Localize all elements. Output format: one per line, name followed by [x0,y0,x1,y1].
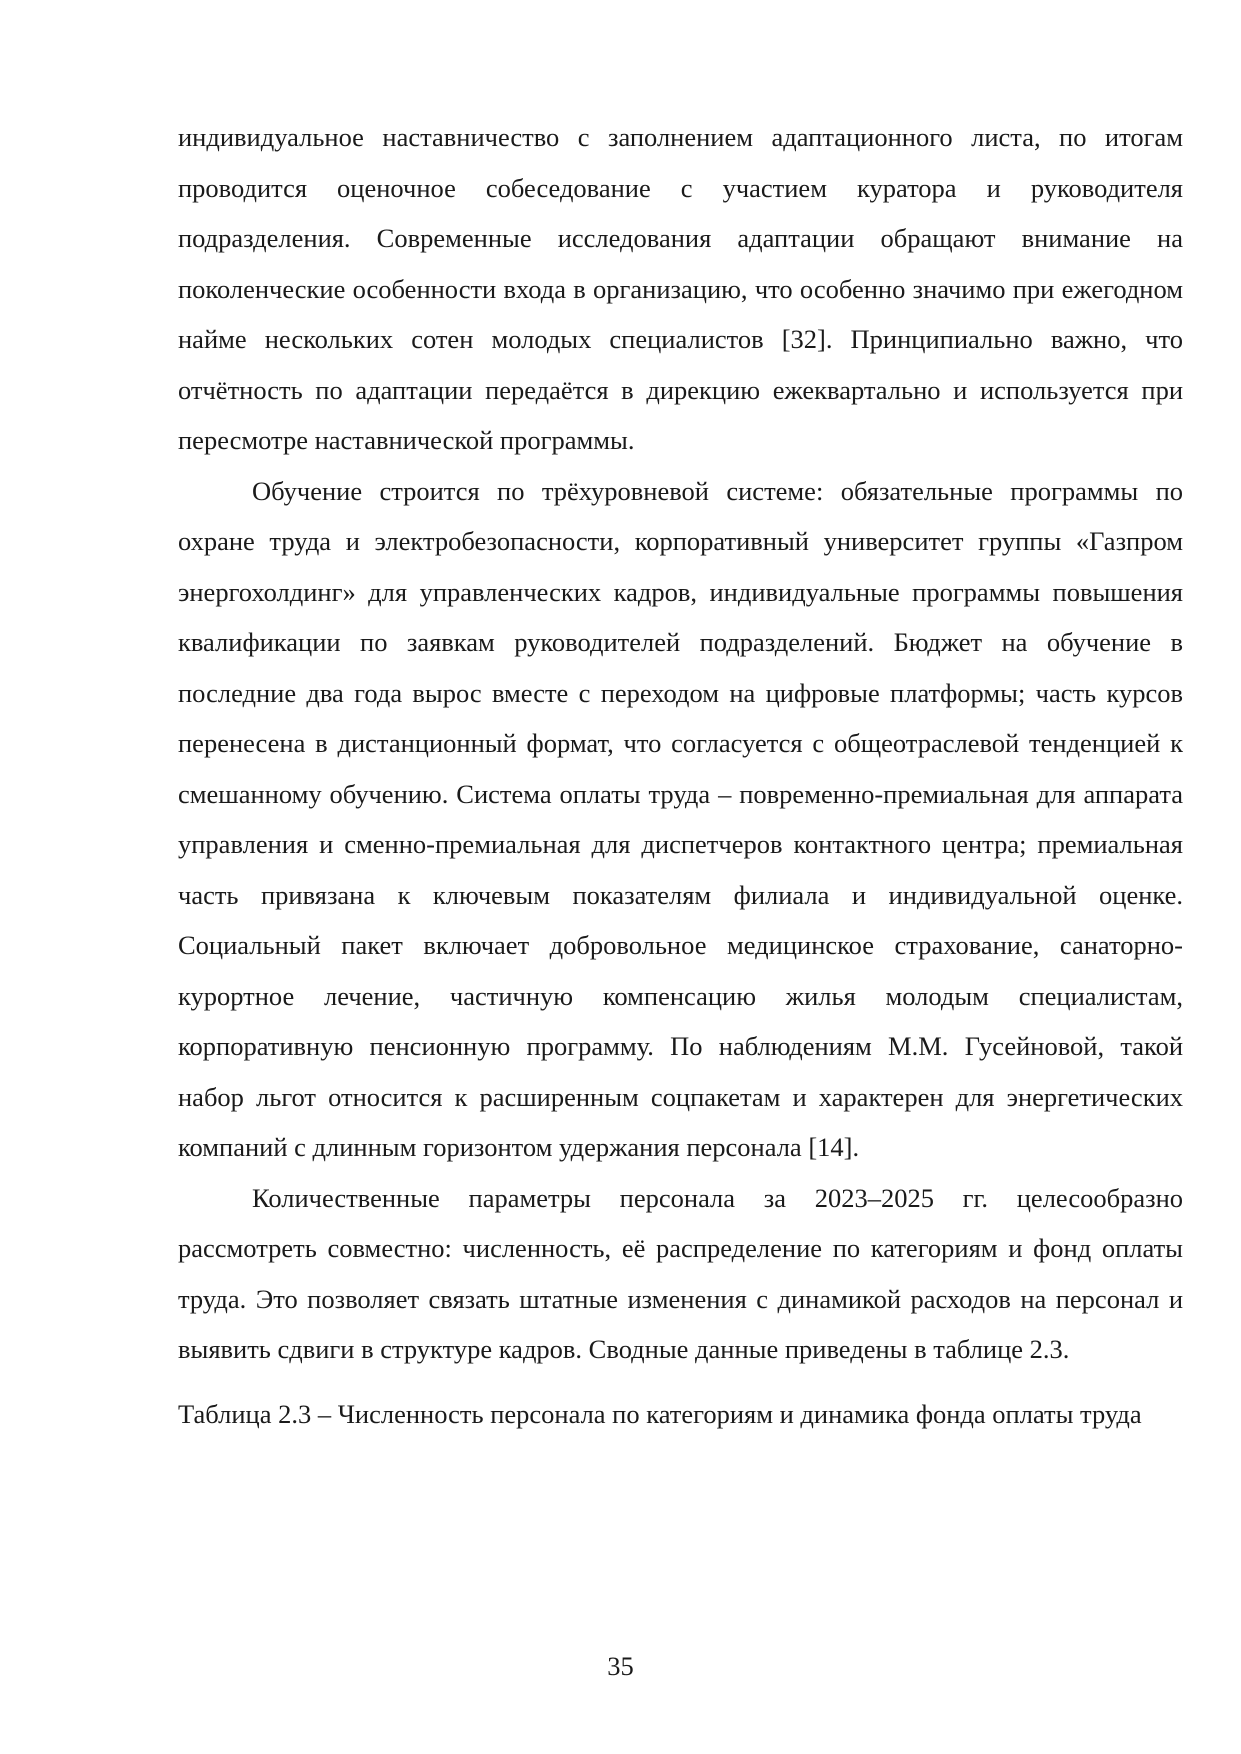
paragraph-training: Обучение строится по трёхуровневой системе: обязательные программы по охране труда и электробезопасности, корпоративный университет группы «Газпром энергохолдинг» для управленческих кадров, индивидуальные программы повышения квалификации по заявкам руководителей подразделений. Бюджет на обучение в последние два года вырос вместе с переходом на цифровые платформы; часть курсов перенесена в дистанционный формат, что согласуется с общеотраслевой тенденцией к смешанному обучению. Система оплаты труда – повременно-премиальная для аппарата управления и сменно-премиальная для диспетчеров контактного центра; премиальная часть привязана к ключевым показателям филиала и индивидуальной оценке. Социальный пакет включает добровольное медицинское страхование, санаторно-курортное лечение, частичную компенсацию жилья молодым специалистам, корпоративную пенсионную программу. По наблюдениям М.М. Гусейновой, такой набор льгот относится к расширенным соцпакетам и характерен для энергетических компаний с длинным горизонтом удержания персонала [14]. [178,475,1183,1162]
body-text [178,112,1183,1439]
table-caption: Таблица 2.3 – Численность персонала по категориям и динамика фонда оплаты труда [178,1398,1142,1429]
paragraph-continuation: индивидуальное наставничество с заполнением адаптационного листа, по итогам проводится оценочное собеседование с участием куратора и руководителя подразделения. Современные исследования адаптации обращают внимание на поколенческие особенности входа в организацию, что особенно значимо при ежегодном найме нескольких сотен молодых специалистов [32]. Принципиально важно, что отчётность по адаптации передаётся в дирекцию ежеквартально и используется при пересмотре наставнической программы. [178,122,1183,455]
paragraph-quantitative: Количественные параметры персонала за 2023–2025 гг. целесообразно рассмотреть совместно: численность, её распределение по категориям и фонд оплаты труда. Это позволяет связать штатные изменения с динамикой расходов на персонал и выявить сдвиги в структуре кадров. Сводные данные приведены в таблице 2.3. [178,1182,1183,1364]
page-number: 35 [607,1651,634,1681]
